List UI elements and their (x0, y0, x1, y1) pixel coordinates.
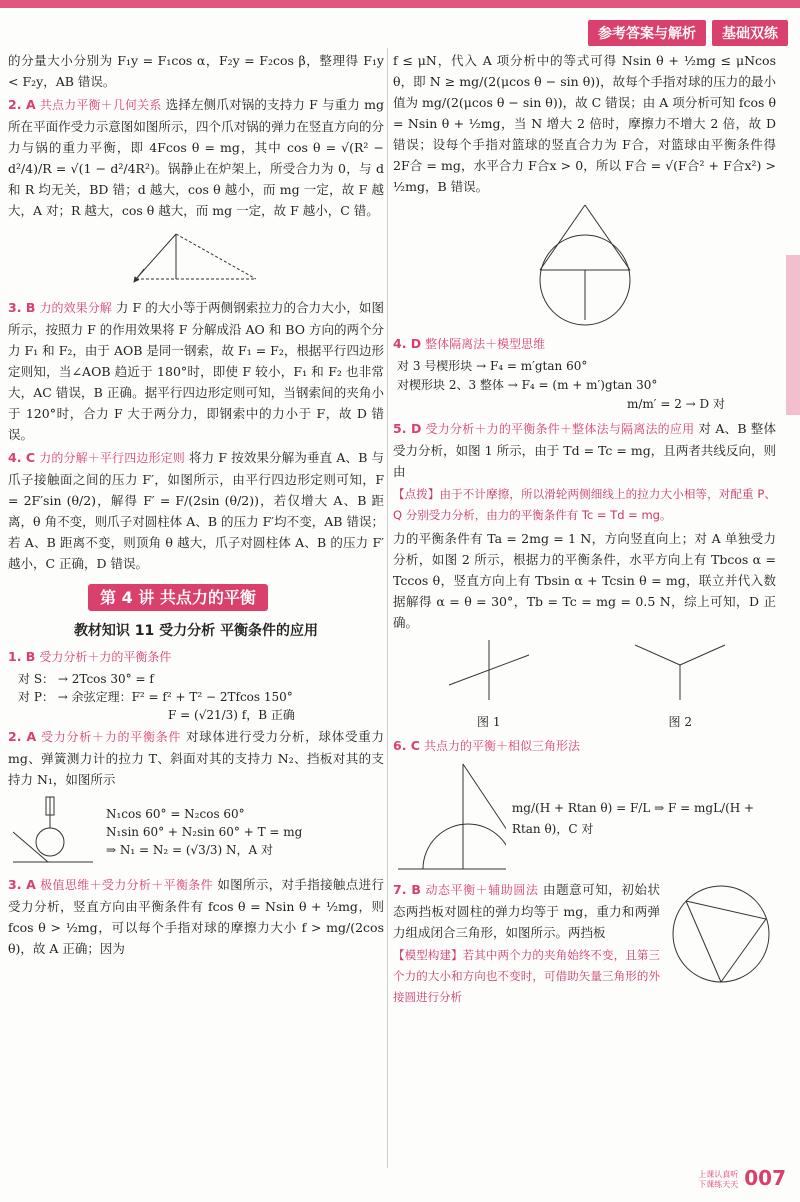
s1-flow (18, 670, 384, 724)
s1-row-p: 对 P： → 余弦定理：F² = f² + T² − 2Tfcos 150° (18, 690, 293, 704)
lecture-banner: 第 4 讲 共点力的平衡 (88, 584, 268, 611)
answer-4d (393, 333, 776, 355)
answer-tag: 力的分解＋平行四边形定则 (39, 451, 185, 465)
s2-eq1: N₁cos 60° = N₂cos 60° (106, 807, 245, 821)
s1-label-p: 对 P： (18, 690, 54, 704)
left-column (8, 50, 384, 961)
answer-text: 对 A、B 整体受力分析，如图 1 所示，由于 Td = Tc = mg，且两者共线反向，则由 (393, 421, 776, 479)
header-answers-label: 参考答案与解析 (588, 20, 706, 46)
answer-number: 2. A (8, 97, 36, 112)
answer-3b (8, 297, 384, 445)
answer-6c (393, 735, 776, 757)
q4d-eq1: F₄ = m′gtan 60° (489, 359, 588, 373)
answer-number: 4. C (8, 450, 36, 465)
side-tab (786, 255, 800, 415)
answer-5d-cont: 力的平衡条件有 Ta = 2mg = 1 N，方向竖直向上；对 A 单独受力分析，如图 2 所示，根据力的平衡条件，水平方向上有 Tbcos α = Tccos θ，竖直方向上有 Tbsin α + Tcsin θ = mg，联立并代入数据解得 α = θ = 30°，Tb = Tc = mg = 0.5 N，综上可知，D 正确。 (393, 531, 776, 630)
q4d-eq2: F₄ = (m + m′)gtan 30° (521, 378, 658, 392)
q5-figures (393, 635, 776, 733)
s1-eq1: 2Tcos 30° = f (71, 672, 154, 686)
answer-s3a (8, 874, 384, 959)
q5-fig2-diagram (625, 635, 735, 705)
answer-2a (8, 94, 384, 221)
q4d-row2: 对楔形块 2、3 整体 → F₄ = (m + m′)gtan 30° (397, 378, 658, 392)
fig1-caption: 图 1 (477, 715, 501, 729)
answer-tag: 极值思维＋受力分析＋平衡条件 (40, 878, 213, 892)
footer-slogan-1: 上课认真听 (698, 1170, 739, 1179)
q4d-result: m/m′ = 2 → D 对 (627, 397, 725, 411)
answer-number: 1. B (8, 649, 36, 664)
header-practice-label: 基础双练 (712, 20, 788, 46)
s1-result: F = (√21/3) f，B 正确 (168, 708, 295, 722)
answer-tag: 共点力的平衡＋相似三角形法 (423, 739, 580, 753)
answer-text: 对球体进行受力分析，球体受重力 mg、弹簧测力计的拉力 T、斜面对其的支持力 N₂、挡板对其的支持力 N₁，如图所示 (8, 729, 384, 787)
q5-fig2 (625, 635, 735, 733)
s1-law: 余弦定理 (71, 690, 120, 704)
q4d-label1: 对 3 号楔形块 (397, 359, 473, 373)
answer-s1b (8, 646, 384, 668)
answer-tag: 受力分析＋力的平衡条件 (40, 730, 182, 744)
page-number: 007 (744, 1166, 786, 1190)
auxiliary-circle-diagram (666, 879, 776, 989)
answer-text: 选择左侧爪对锅的支持力 F 与重力 mg 所在平面作受力示意图如图所示，四个爪对锅的弹力在竖直方向的分力与锅的重力平衡，即 4Fcos θ = mg，其中 cos θ = √(R² − d²/4)/R = √(1 − d²/4R²)。锅静止在炉架上，所受合力为 0，与 d 和 R 均无关，BD 错；d 越大，cos θ 越小，而 mg 一定，故 F 越大，A 对；R 越大，cos θ 越大，而 mg 一定，故 F 越小，C 错。 (8, 97, 384, 218)
s2-result: ⇒ N₁ = N₂ = (√3/3) N，A 对 (106, 843, 273, 857)
pole-sphere-diagram (393, 759, 506, 879)
q7-text-block (393, 879, 660, 1010)
answer-number: 5. D (393, 421, 422, 436)
answer-4c (8, 447, 384, 574)
page-header (588, 20, 788, 46)
q5-fig1 (434, 635, 544, 733)
fig2-caption: 图 2 (668, 715, 692, 729)
s2-eq2: N₁sin 60° + N₂sin 60° + T = mg (106, 825, 303, 839)
answer-number: 3. B (8, 300, 36, 315)
pot-force-diagram (116, 224, 276, 294)
answer-number: 7. B (393, 882, 421, 897)
answer-text: 将力 F 按效果分解为垂直 A、B 与爪子接触面之间的压力 F′，如图所示，由平行四边形定则可知，F = 2F′sin (θ/2)，解得 F′ = F/(2sin (θ/2))，若仅增大 A、B 距离，θ 角不变，则爪子对圆柱体 A、B 的压力 F′均不变，AB 错误；若 A、B 距离不变，则顶角 θ 越大，爪子对圆柱体 A、B 的压力 F′越小，C 正确，D 错误。 (8, 450, 384, 571)
basketball-diagram (505, 200, 665, 330)
answer-tag: 力的效果分解 (39, 301, 112, 315)
answer-s2a (8, 726, 384, 790)
q6-row (393, 759, 776, 879)
s1-eq2: F² = f² + T² − 2Tfcos 150° (131, 690, 293, 704)
footer-slogan (698, 1170, 738, 1190)
top-color-strip (0, 0, 800, 8)
answer-number: 3. A (8, 877, 36, 892)
q4d-flow (397, 357, 776, 414)
answer-tag: 受力分析＋力的平衡条件 (39, 650, 172, 664)
q5-fig1-diagram (434, 635, 544, 705)
s2-figure-row (8, 792, 384, 872)
continued-text: f ≤ μN，代入 A 项分析中的等式可得 Nsin θ + ½mg ≤ μNcos θ，即 N ≥ mg/(2(μcos θ − sin θ))，故每个手指对球的压力的最小值为 mg/(2(μcos θ − sin θ))，故 C 错误；由 A 项分析可知 fcos θ = Nsin θ + ½mg，当 N 增大 2 倍时，摩擦力不增大 2 倍，故 D 错误；设每个手指对篮球的竖直合力为 F合，对篮球由平衡条件得 2F合 = mg，水平合力 F合x > 0，所以 F合 = √(F合² + F合x²) > ½mg，B 错误。 (393, 53, 776, 194)
q7-row (393, 879, 776, 1010)
model-note: 【模型构建】若其中两个力的夹角始终不变，且第三个力的大小和方向也不变时，可借助矢量三角形的外接圆进行分析 (393, 948, 660, 1004)
answer-text: 由题意可知，初始状态两挡板对圆柱的弹力均等于 mg，重力和两弹力组成闭合三角形，如图所示。两挡板 (393, 882, 660, 940)
right-column (393, 50, 776, 1010)
answer-number: 4. D (393, 336, 422, 351)
q4d-label2: 对楔形块 2、3 整体 (397, 378, 504, 392)
q6-equation: mg/(H + Rtan θ) = F/L ⇒ F = mgL/(H + Rtan θ)，C 对 (511, 801, 755, 836)
s1-label-s: 对 S： (18, 672, 55, 686)
intro-paragraph: 的分量大小分别为 F₁y = F₁cos α，F₂y = F₂cos β，整理得 F₁y < F₂y，AB 错误。 (8, 53, 384, 89)
page-footer (698, 1166, 786, 1190)
footer-slogan-2: 下课练天天 (698, 1180, 739, 1189)
q4d-row1: 对 3 号楔形块 → F₄ = m′gtan 60° (397, 359, 588, 373)
answer-tag: 共点力平衡＋几何关系 (39, 98, 162, 112)
ball-spring-diagram (8, 792, 98, 872)
s2-equations (106, 805, 302, 859)
column-divider (387, 48, 388, 1168)
s1-row-s: 对 S： → 2Tcos 30° = f (18, 672, 154, 686)
section-title: 教材知识 11 受力分析 平衡条件的应用 (73, 623, 319, 639)
answer-tag: 整体隔离法＋模型思维 (425, 337, 546, 351)
answer-number: 6. C (393, 738, 420, 753)
answer-tag: 受力分析＋力的平衡条件＋整体法与隔离法的应用 (425, 422, 695, 436)
answer-tag: 动态平衡＋辅助圆法 (425, 883, 539, 897)
answer-number: 2. A (8, 729, 37, 744)
answer-5d (393, 418, 776, 482)
answer-7b (393, 879, 660, 943)
answer-text: 力 F 的大小等于两侧钢索拉力的合力大小，如图所示，按照力 F 的作用效果将 F 分解成沿 AO 和 BO 方向的两个分力 F₁ 和 F₂，由于 AOB 是同一钢索，故 F₁ = F₂，根据平行四边形定则知，当∠AOB 趋近于 180°时，即使 F 较小，F₁ 和 F₂ 也非常大，AC 错误，B 正确。据平行四边形定则可知，当钢索间的夹角小于 120°时，合力 F 大于两分力，即钢索中的力小于 F，故 D 错误。 (8, 300, 384, 442)
answer-text: 如图所示，对手指接触点进行受力分析，竖直方向由平衡条件有 fcos θ = Nsin θ + ½mg，则 fcos θ > ½mg，可以每个手指对球的摩擦力大小 f > mg/(2cos θ)，故 A 正确；因为 (8, 877, 384, 956)
hint-note: 【点拨】由于不计摩擦，所以滑轮两侧细线上的拉力大小相等，对配重 P、Q 分别受力分析，由力的平衡条件有 Tc = Td = mg。 (393, 487, 776, 522)
